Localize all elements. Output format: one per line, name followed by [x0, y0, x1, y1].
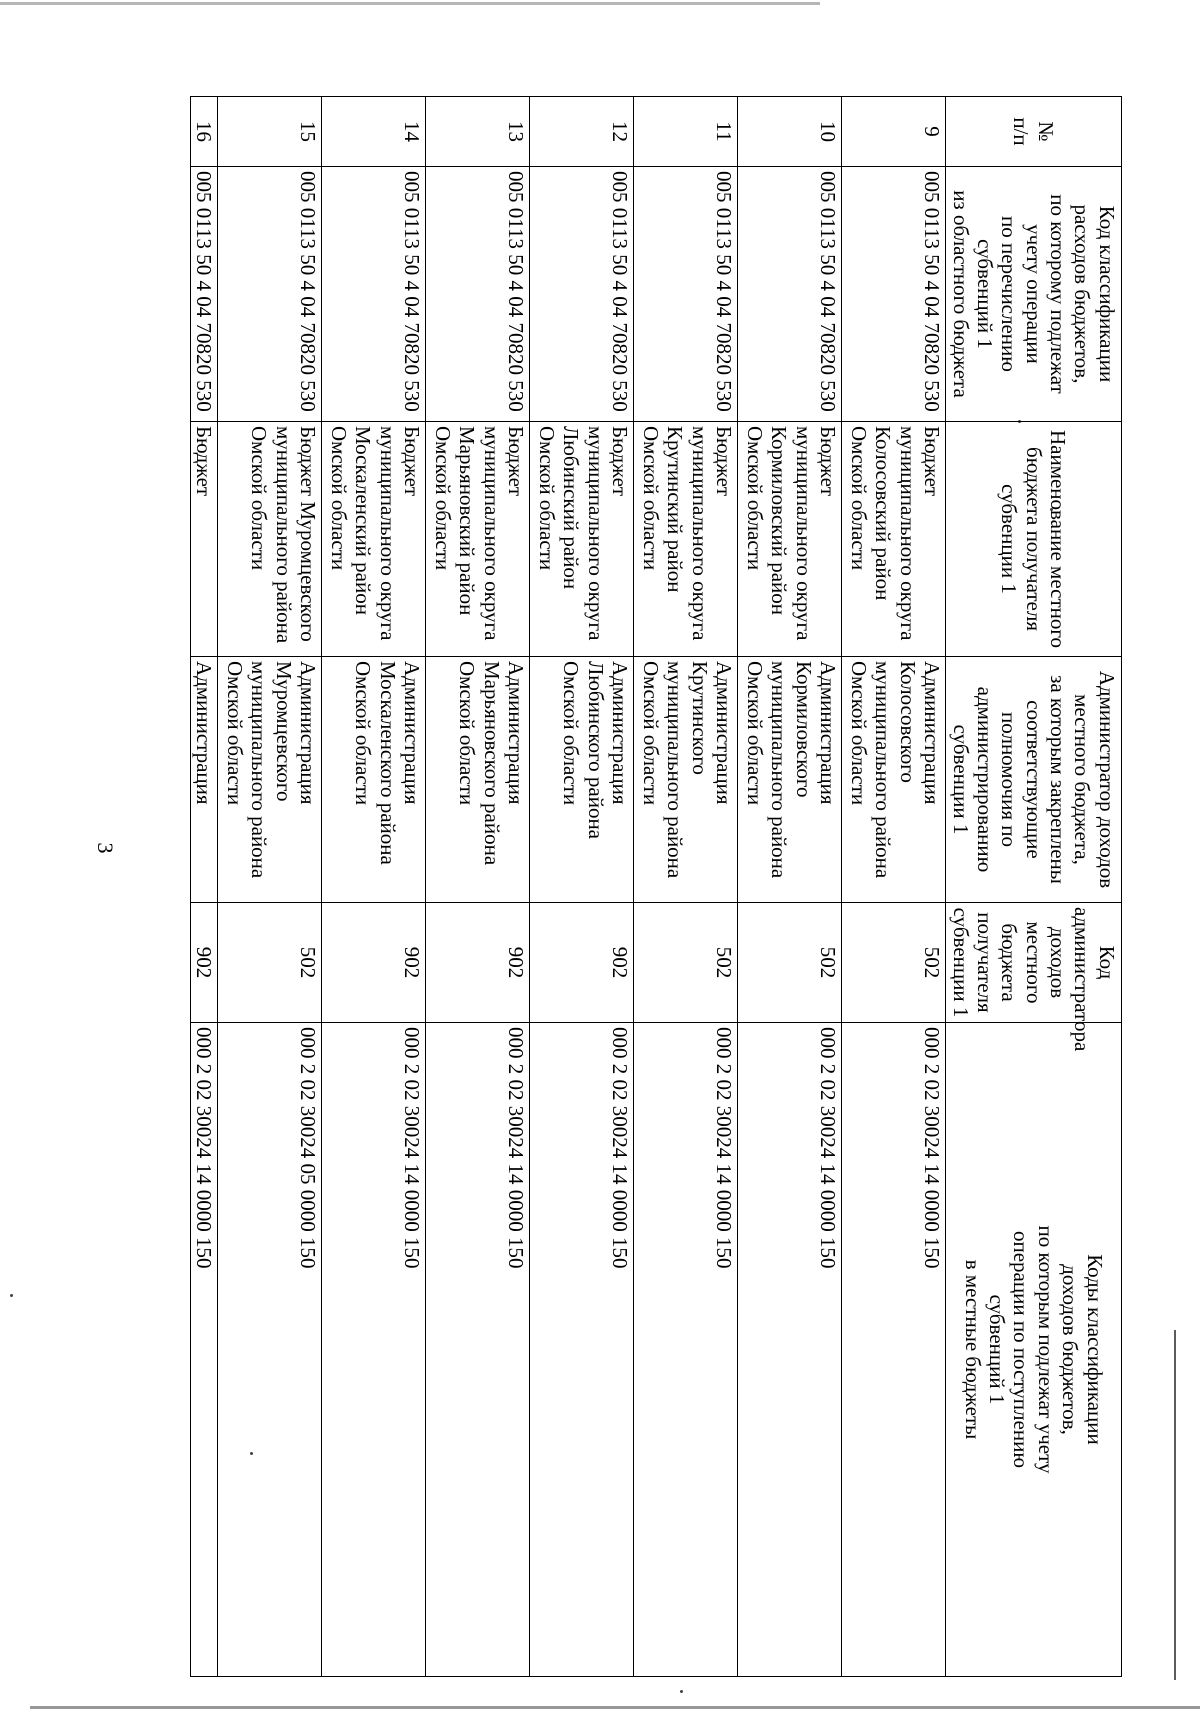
cell-income-code: 000 2 02 30024 14 0000 150	[842, 1023, 946, 1677]
cell-administrator: Администрация Москаленского района Омской области	[322, 657, 426, 903]
scan-speck	[680, 1690, 683, 1693]
cell-administrator-code: 502	[738, 903, 842, 1023]
header-income-codes: Коды классификации доходов бюджетов, по которым подлежат учету операции по поступлению субвенций 1 в местные бюджеты	[946, 1023, 1122, 1677]
cell-income-code: 000 2 02 30024 14 0000 150	[322, 1023, 426, 1677]
cell-administrator-code: 902	[426, 903, 530, 1023]
cell-administrator: Администрация Колосовского муниципального района Омской области	[842, 657, 946, 903]
table-header-row	[946, 97, 1122, 1677]
scan-artifact-right	[1174, 1330, 1176, 1680]
header-budget-name: Наименование местного бюджета получателя субвенции 1	[946, 422, 1122, 657]
cell-expense-code: 005 0113 50 4 04 70820 530	[738, 167, 842, 422]
cell-administrator-code: 502	[634, 903, 738, 1023]
cell-administrator: Администрация Крутинского муниципального района Омской области	[634, 657, 738, 903]
cell-income-code: 000 2 02 30024 14 0000 150	[426, 1023, 530, 1677]
cell-expense-code: 005 0113 50 4 04 70820 530	[190, 167, 217, 422]
cell-budget-name: Бюджет муниципального округа Кормиловский район Омской области	[738, 422, 842, 657]
header-income-administrator: Администратор доходов местного бюджета, за которым закреплены соответствующие полномочия по администрированию субвенции 1	[946, 657, 1122, 903]
table-row	[530, 97, 634, 1677]
cell-expense-code: 005 0113 50 4 04 70820 530	[530, 167, 634, 422]
scan-artifact-bottom	[30, 1706, 1200, 1709]
cell-income-code: 000 2 02 30024 14 0000 150	[634, 1023, 738, 1677]
cell-number: 14	[322, 97, 426, 167]
cell-budget-name: Бюджет муниципального округа Колосовский район Омской области	[842, 422, 946, 657]
table-row	[842, 97, 946, 1677]
table-row	[322, 97, 426, 1677]
cell-expense-code: 005 0113 50 4 04 70820 530	[218, 167, 322, 422]
cell-administrator-code: 902	[322, 903, 426, 1023]
cell-budget-name: Бюджет муниципального округа Любинский район Омской области	[530, 422, 634, 657]
table-row	[738, 97, 842, 1677]
cell-number: 9	[842, 97, 946, 167]
cell-number: 11	[634, 97, 738, 167]
cell-number: 10	[738, 97, 842, 167]
page-number: 3	[93, 842, 118, 854]
header-expense-code: Код классификации расходов бюджетов, по которому подлежат учету операции по перечислению субвенций 1 из областного бюджета	[946, 167, 1122, 422]
header-administrator-code: Код администратора доходов местного бюджета получателя субвенции 1	[946, 903, 1122, 1023]
cell-income-code: 000 2 02 30024 14 0000 150	[738, 1023, 842, 1677]
cell-budget-name: Бюджет муниципального округа Москаленский район Омской области	[322, 422, 426, 657]
cell-administrator-code: 502	[842, 903, 946, 1023]
cell-income-code: 000 2 02 30024 05 0000 150	[218, 1023, 322, 1677]
table-row	[426, 97, 530, 1677]
cell-number: 13	[426, 97, 530, 167]
cell-budget-name: Бюджет муниципального округа Марьяновский район Омской области	[426, 422, 530, 657]
table-row	[634, 97, 738, 1677]
cell-income-code: 000 2 02 30024 14 0000 150	[530, 1023, 634, 1677]
cell-expense-code: 005 0113 50 4 04 70820 530	[634, 167, 738, 422]
header-number: № п/п	[946, 97, 1122, 167]
cell-number: 16	[190, 97, 217, 167]
cell-administrator: Администрация Марьяновского района Омской области	[426, 657, 530, 903]
cell-administrator: Администрация Муромцевского муниципального района Омской области	[218, 657, 322, 903]
cell-number: 12	[530, 97, 634, 167]
cell-number: 15	[218, 97, 322, 167]
cell-budget-name: Бюджет муниципального округа Крутинский район Омской области	[634, 422, 738, 657]
scan-speck	[10, 1294, 13, 1297]
subvention-table	[190, 96, 1122, 1677]
cell-administrator-code: 502	[218, 903, 322, 1023]
cell-administrator: Администрация Кормиловского муниципального района Омской области	[738, 657, 842, 903]
cell-administrator-code: 902	[530, 903, 634, 1023]
cell-expense-code: 005 0113 50 4 04 70820 530	[842, 167, 946, 422]
cell-income-code: 000 2 02 30024 14 0000 150	[190, 1023, 217, 1677]
scan-artifact-top	[0, 2, 820, 5]
rotated-table-container	[102, 96, 1122, 1676]
table-row	[190, 97, 217, 1677]
cell-budget-name: Бюджет	[190, 422, 217, 657]
cell-administrator: Администрация Любинского района Омской области	[530, 657, 634, 903]
cell-expense-code: 005 0113 50 4 04 70820 530	[322, 167, 426, 422]
cell-budget-name: Бюджет Муромцевского муниципального района Омской области	[218, 422, 322, 657]
cell-administrator-code: 902	[190, 903, 217, 1023]
table-row	[218, 97, 322, 1677]
cell-administrator: Администрация	[190, 657, 217, 903]
cell-expense-code: 005 0113 50 4 04 70820 530	[426, 167, 530, 422]
